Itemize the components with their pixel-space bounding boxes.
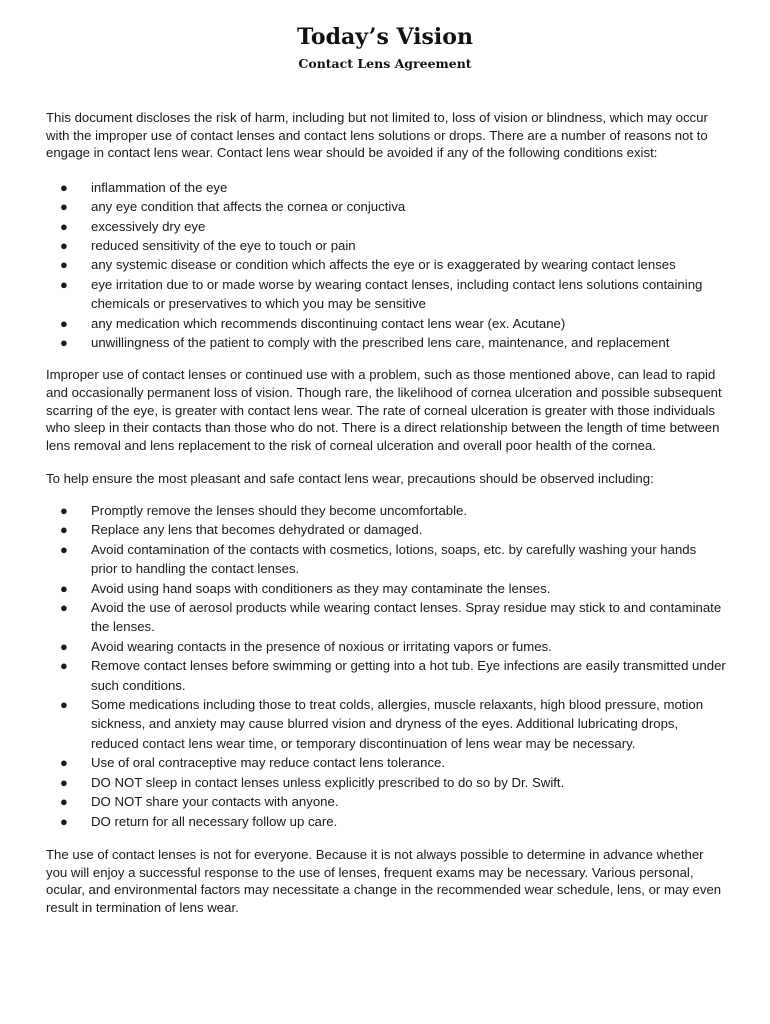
document-title: Today’s Vision <box>297 24 473 50</box>
bullet-icon: ● <box>60 335 68 351</box>
bullet-icon: ● <box>60 503 68 518</box>
condition-text: excessively dry eye <box>91 218 206 234</box>
document-subtitle: Contact Lens Agreement <box>298 56 472 71</box>
bullet-icon: ● <box>60 218 68 234</box>
bullet-icon: ● <box>60 179 68 195</box>
precaution-text: Avoid using hand soaps with conditioners as they may contaminate the lenses. <box>91 580 551 596</box>
bullet-icon: ● <box>60 813 68 829</box>
bullet-icon: ● <box>60 638 68 654</box>
precaution-item <box>46 695 726 753</box>
condition-text: any eye condition that affects the cornea or conjuctiva <box>91 199 406 215</box>
bullet-icon: ● <box>60 755 68 771</box>
closing-paragraph: The use of contact lenses is not for everyone. Because it is not always possible to determine in advance whether you will enjoy a successful response to the use of lenses, frequent exams may be necessary. Various personal, ocular, and environmental factors may necessitate a change in the recommended wear schedule, lens, or may even result in termination of lens wear. <box>46 846 722 915</box>
condition-item <box>46 178 726 197</box>
precautions-list <box>46 501 726 831</box>
precaution-item <box>46 773 726 792</box>
document-body <box>46 109 726 916</box>
conditions-list <box>46 178 726 353</box>
bullet-icon: ● <box>60 238 68 253</box>
precaution-item <box>46 792 726 811</box>
precaution-item <box>46 579 726 598</box>
precaution-text: Some medications including those to treat colds, allergies, muscle relaxants, high blood pressure, motion sickness, and anxiety may cause blurred vision and dryness of the eyes. Additional lubricating drops, reduced contact lens wear time, or temporary discontinuation of lens wear may be necessary. <box>91 697 704 751</box>
bullet-icon: ● <box>60 794 68 810</box>
precaution-text: DO NOT share your contacts with anyone. <box>91 794 339 810</box>
precaution-text: DO return for all necessary follow up care. <box>91 813 338 829</box>
condition-item <box>46 275 726 314</box>
bullet-icon: ● <box>60 697 68 713</box>
bullet-icon: ● <box>60 522 68 538</box>
precaution-item <box>46 598 726 637</box>
condition-item <box>46 314 726 333</box>
precaution-text: Avoid the use of aerosol products while wearing contact lenses. Spray residue may stick to and contaminate the lenses. <box>91 600 722 635</box>
condition-item <box>46 333 726 352</box>
bullet-icon: ● <box>60 315 68 331</box>
precaution-text: Promptly remove the lenses should they become uncomfortable. <box>91 503 468 518</box>
precaution-item <box>46 520 726 539</box>
intro-paragraph: This document discloses the risk of harm, including but not limited to, loss of vision or blindness, which may occur with the improper use of contact lenses and contact lens solutions or drops. There are a number of reasons not to engage in contact lens wear. Contact lens wear should be avoided if any of the following conditions exist: <box>46 110 708 161</box>
precaution-text: Remove contact lenses before swimming or getting into a hot tub. Eye infections are easily transmitted under such conditions. <box>91 658 726 693</box>
condition-text: unwillingness of the patient to comply with the prescribed lens care, maintenance, and replacement <box>91 335 670 351</box>
precaution-text: Avoid contamination of the contacts with cosmetics, lotions, soaps, etc. by carefully washing your hands prior to handling the contact lenses. <box>91 541 697 577</box>
condition-text: eye irritation due to or made worse by wearing contact lenses, including contact lens solutions containing chemicals or preservatives to which you may be sensitive <box>91 276 703 312</box>
bullet-icon: ● <box>60 658 68 674</box>
precaution-item <box>46 656 726 695</box>
precaution-text: Use of oral contraceptive may reduce contact lens tolerance. <box>91 755 446 771</box>
condition-item <box>46 255 726 274</box>
precaution-text: Avoid wearing contacts in the presence of noxious or irritating vapors or fumes. <box>91 638 552 654</box>
condition-text: any systemic disease or condition which affects the eye or is exaggerated by wearing contact lenses <box>91 257 676 273</box>
condition-item <box>46 217 726 236</box>
precaution-text: Replace any lens that becomes dehydrated or damaged. <box>91 522 423 538</box>
condition-text: reduced sensitivity of the eye to touch or pain <box>91 238 356 253</box>
precaution-item <box>46 501 726 520</box>
bullet-icon: ● <box>60 276 68 292</box>
bullet-icon: ● <box>60 774 68 790</box>
condition-text: inflammation of the eye <box>91 179 228 195</box>
condition-item <box>46 236 726 255</box>
precaution-item <box>46 637 726 656</box>
precaution-text: DO NOT sleep in contact lenses unless explicitly prescribed to do so by Dr. Swift. <box>91 774 565 790</box>
bullet-icon: ● <box>60 580 68 596</box>
condition-item <box>46 197 726 216</box>
condition-text: any medication which recommends discontinuing contact lens wear (ex. Acutane) <box>91 315 566 331</box>
precaution-item <box>46 812 726 831</box>
bullet-icon: ● <box>60 257 68 273</box>
bullet-icon: ● <box>60 199 68 215</box>
precaution-item <box>46 540 726 579</box>
bullet-icon: ● <box>60 541 68 557</box>
improper-use-paragraph: Improper use of contact lenses or continued use with a problem, such as those mentioned above, can lead to rapid and occasionally permanent loss of vision. Though rare, the likelihood of cornea ulceration and possible subsequent scarring of the eye, is greater with contact lens wear. The rate of corneal ulceration is greater with those individuals who sleep in their contacts than those who do not. There is a direct relationship between the length of time between lens removal and lens replacement to the risk of corneal ulceration and overall poor health of the cornea. <box>46 367 722 453</box>
precautions-intro-paragraph: To help ensure the most pleasant and safe contact lens wear, precautions should be observed including: <box>46 471 654 487</box>
precaution-item <box>46 753 726 772</box>
bullet-icon: ● <box>60 600 68 616</box>
